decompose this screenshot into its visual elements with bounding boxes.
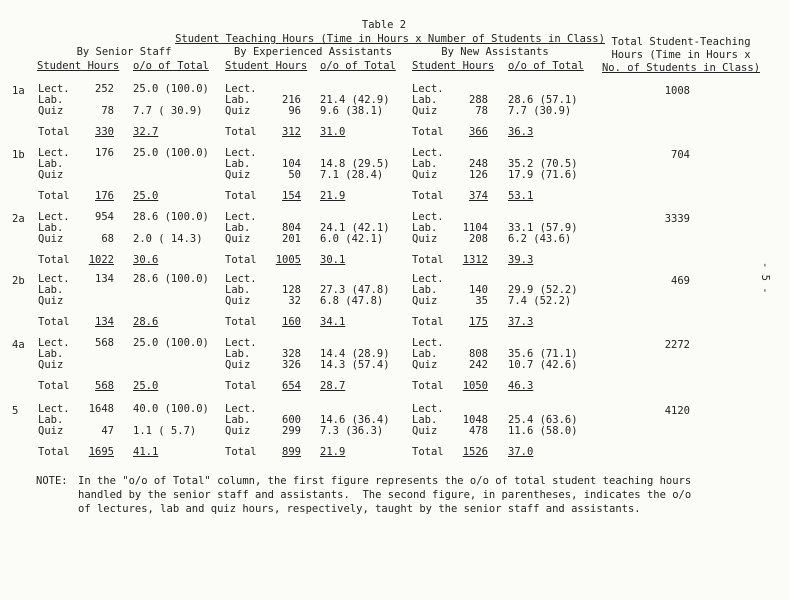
total-label: Total <box>225 190 257 202</box>
cell-pct: 10.7 (42.6) <box>508 359 578 371</box>
cell-total-pct: 36.3 <box>508 126 534 138</box>
cell-pct: 7.7 (30.9) <box>508 105 572 117</box>
cell-total-hours: 312 <box>282 126 301 138</box>
total-label: Total <box>38 126 70 138</box>
row-label: Lab. <box>412 158 438 170</box>
group-heading-new: By New Assistants <box>441 46 549 58</box>
cell-total-hours: 1526 <box>462 446 488 458</box>
row-label: Lab. <box>38 284 64 296</box>
row-label: Quiz <box>225 169 251 181</box>
cell-total-pct: 39.3 <box>508 254 534 266</box>
cell-hours: 134 <box>95 273 114 285</box>
grand-total: 4120 <box>664 405 690 417</box>
row-label: Lect. <box>38 273 70 285</box>
cell-total-pct: 28.7 <box>320 380 346 392</box>
row-label: Lect. <box>38 337 70 349</box>
group-heading-experienced: By Experienced Assistants <box>233 46 393 58</box>
cell-hours: 50 <box>288 169 301 181</box>
cell-pct: 35.6 (71.1) <box>508 348 578 360</box>
total-label: Total <box>38 446 70 458</box>
grand-total: 704 <box>671 149 690 161</box>
grand-total: 2272 <box>664 339 690 351</box>
row-label: Lab. <box>225 94 251 106</box>
cell-hours: 328 <box>282 348 301 360</box>
cell-pct: 40.0 (100.0) <box>133 403 209 415</box>
row-label: Quiz <box>412 425 438 437</box>
cell-pct: 2.0 ( 14.3) <box>133 233 203 245</box>
row-label: Lab. <box>38 158 64 170</box>
cell-pct: 28.6 (100.0) <box>133 211 209 223</box>
cell-hours: 78 <box>475 105 488 117</box>
col-head-senior-hours: Student Hours <box>37 60 120 72</box>
cell-pct: 7.7 ( 30.9) <box>133 105 203 117</box>
section-id: 4a <box>12 339 25 351</box>
total-label: Total <box>412 190 444 202</box>
cell-total-pct: 34.1 <box>320 316 346 328</box>
cell-total-pct: 30.1 <box>320 254 346 266</box>
cell-hours: 954 <box>95 211 114 223</box>
cell-pct: 28.6 (57.1) <box>508 94 578 106</box>
cell-total-hours: 176 <box>95 190 114 202</box>
cell-total-hours: 374 <box>469 190 488 202</box>
cell-hours: 808 <box>469 348 488 360</box>
cell-pct: 33.1 (57.9) <box>508 222 578 234</box>
total-label: Total <box>225 446 257 458</box>
group-heading-senior: By Senior Staff <box>76 46 172 58</box>
cell-hours: 104 <box>282 158 301 170</box>
cell-total-hours: 160 <box>282 316 301 328</box>
row-label: Lect. <box>38 83 70 95</box>
cell-pct: 14.8 (29.5) <box>320 158 390 170</box>
cell-total-hours: 899 <box>282 446 301 458</box>
cell-total-hours: 568 <box>95 380 114 392</box>
total-label: Total <box>225 126 257 138</box>
cell-total-hours: 1312 <box>462 254 488 266</box>
row-label: Lab. <box>38 94 64 106</box>
row-label: Lab. <box>225 284 251 296</box>
cell-total-pct: 37.3 <box>508 316 534 328</box>
cell-total-hours: 175 <box>469 316 488 328</box>
total-heading-line-1: Total Student-Teaching <box>611 36 751 48</box>
cell-hours: 96 <box>288 105 301 117</box>
table-label: Table 2 <box>361 19 407 31</box>
section-id: 1b <box>12 149 25 161</box>
cell-hours: 1104 <box>462 222 488 234</box>
row-label: Quiz <box>412 105 438 117</box>
row-label: Quiz <box>38 169 64 181</box>
section-id: 1a <box>12 85 25 97</box>
page-number: - 5 - <box>759 262 771 294</box>
row-label: Lab. <box>412 94 438 106</box>
grand-total: 3339 <box>664 213 690 225</box>
note-line-2: handled by the senior staff and assistants. The second figure, in parentheses, indicates the o/o <box>78 489 692 501</box>
total-heading-line-2: Hours (Time in Hours x <box>611 49 751 61</box>
total-label: Total <box>38 316 70 328</box>
row-label: Lect. <box>38 147 70 159</box>
row-label: Lect. <box>412 147 444 159</box>
cell-total-pct: 28.6 <box>133 316 159 328</box>
row-label: Quiz <box>225 233 251 245</box>
cell-pct: 24.1 (42.1) <box>320 222 390 234</box>
cell-pct: 1.1 ( 5.7) <box>133 425 197 437</box>
row-label: Quiz <box>38 425 64 437</box>
row-label: Lab. <box>38 222 64 234</box>
cell-pct: 25.4 (63.6) <box>508 414 578 426</box>
row-label: Lect. <box>38 211 70 223</box>
cell-pct: 7.3 (36.3) <box>320 425 384 437</box>
cell-hours: 248 <box>469 158 488 170</box>
cell-hours: 288 <box>469 94 488 106</box>
total-label: Total <box>38 254 70 266</box>
cell-pct: 25.0 (100.0) <box>133 337 209 349</box>
cell-pct: 7.4 (52.2) <box>508 295 572 307</box>
row-label: Lab. <box>225 348 251 360</box>
cell-pct: 14.6 (36.4) <box>320 414 390 426</box>
cell-hours: 201 <box>282 233 301 245</box>
col-head-senior-pct: o/o of Total <box>133 60 209 72</box>
cell-total-hours: 154 <box>282 190 301 202</box>
cell-pct: 29.9 (52.2) <box>508 284 578 296</box>
row-label: Lab. <box>225 222 251 234</box>
section-id: 2a <box>12 213 25 225</box>
cell-total-pct: 41.1 <box>133 446 159 458</box>
cell-hours: 128 <box>282 284 301 296</box>
cell-total-pct: 46.3 <box>508 380 534 392</box>
row-label: Lect. <box>412 211 444 223</box>
row-label: Quiz <box>38 295 64 307</box>
row-label: Lab. <box>38 414 64 426</box>
cell-total-pct: 21.9 <box>320 190 346 202</box>
row-label: Quiz <box>38 105 64 117</box>
cell-total-pct: 30.6 <box>133 254 159 266</box>
cell-total-hours: 1022 <box>88 254 114 266</box>
cell-hours: 35 <box>475 295 488 307</box>
row-label: Lect. <box>225 273 257 285</box>
cell-hours: 208 <box>469 233 488 245</box>
row-label: Lect. <box>412 337 444 349</box>
cell-hours: 242 <box>469 359 488 371</box>
cell-total-hours: 330 <box>95 126 114 138</box>
cell-total-hours: 134 <box>95 316 114 328</box>
col-head-exp-hours: Student Hours <box>225 60 308 72</box>
cell-hours: 1648 <box>88 403 114 415</box>
row-label: Quiz <box>225 295 251 307</box>
row-label: Lab. <box>412 348 438 360</box>
row-label: Lab. <box>412 414 438 426</box>
cell-pct: 6.2 (43.6) <box>508 233 572 245</box>
cell-pct: 17.9 (71.6) <box>508 169 578 181</box>
col-head-new-pct: o/o of Total <box>508 60 584 72</box>
cell-hours: 804 <box>282 222 301 234</box>
total-label: Total <box>225 316 257 328</box>
total-label: Total <box>412 316 444 328</box>
grand-total: 469 <box>671 275 690 287</box>
total-label: Total <box>412 446 444 458</box>
row-label: Quiz <box>38 359 64 371</box>
cell-hours: 478 <box>469 425 488 437</box>
cell-hours: 47 <box>101 425 114 437</box>
cell-pct: 9.6 (38.1) <box>320 105 384 117</box>
row-label: Lect. <box>412 273 444 285</box>
note-line-1: In the "o/o of Total" column, the first figure represents the o/o of total student teaching hours <box>78 475 692 487</box>
cell-total-hours: 654 <box>282 380 301 392</box>
total-label: Total <box>38 190 70 202</box>
row-label: Quiz <box>412 359 438 371</box>
row-label: Lect. <box>38 403 70 415</box>
grand-total: 1008 <box>664 85 690 97</box>
cell-pct: 6.8 (47.8) <box>320 295 384 307</box>
row-label: Lect. <box>225 337 257 349</box>
cell-hours: 252 <box>95 83 114 95</box>
row-label: Lab. <box>225 158 251 170</box>
cell-hours: 216 <box>282 94 301 106</box>
cell-hours: 1048 <box>462 414 488 426</box>
row-label: Quiz <box>412 233 438 245</box>
cell-hours: 299 <box>282 425 301 437</box>
cell-total-hours: 1695 <box>88 446 114 458</box>
cell-total-pct: 53.1 <box>508 190 534 202</box>
cell-total-hours: 1050 <box>462 380 488 392</box>
total-label: Total <box>412 380 444 392</box>
cell-total-pct: 25.0 <box>133 190 159 202</box>
total-label: Total <box>412 126 444 138</box>
total-label: Total <box>412 254 444 266</box>
cell-hours: 78 <box>101 105 114 117</box>
row-label: Quiz <box>225 359 251 371</box>
cell-pct: 35.2 (70.5) <box>508 158 578 170</box>
cell-pct: 14.4 (28.9) <box>320 348 390 360</box>
main-heading: Student Teaching Hours (Time in Hours x Number of Students in Class) <box>175 33 605 45</box>
cell-total-pct: 31.0 <box>320 126 346 138</box>
section-id: 5 <box>12 405 19 417</box>
note-label: NOTE: <box>36 475 68 487</box>
cell-pct: 21.4 (42.9) <box>320 94 390 106</box>
cell-total-hours: 1005 <box>275 254 301 266</box>
cell-pct: 25.0 (100.0) <box>133 83 209 95</box>
cell-hours: 32 <box>288 295 301 307</box>
cell-hours: 600 <box>282 414 301 426</box>
section-id: 2b <box>12 275 25 287</box>
cell-pct: 6.0 (42.1) <box>320 233 384 245</box>
row-label: Lab. <box>412 284 438 296</box>
cell-total-pct: 32.7 <box>133 126 159 138</box>
total-label: Total <box>38 380 70 392</box>
row-label: Lect. <box>225 147 257 159</box>
cell-pct: 11.6 (58.0) <box>508 425 578 437</box>
row-label: Quiz <box>412 295 438 307</box>
cell-pct: 25.0 (100.0) <box>133 147 209 159</box>
row-label: Lab. <box>38 348 64 360</box>
cell-total-hours: 366 <box>469 126 488 138</box>
cell-pct: 7.1 (28.4) <box>320 169 384 181</box>
cell-hours: 176 <box>95 147 114 159</box>
cell-pct: 27.3 (47.8) <box>320 284 390 296</box>
cell-pct: 28.6 (100.0) <box>133 273 209 285</box>
cell-total-pct: 21.9 <box>320 446 346 458</box>
row-label: Lect. <box>412 83 444 95</box>
row-label: Lect. <box>225 403 257 415</box>
total-label: Total <box>225 380 257 392</box>
row-label: Lab. <box>412 222 438 234</box>
row-label: Quiz <box>412 169 438 181</box>
total-heading-line-3: No. of Students in Class) <box>601 62 761 74</box>
row-label: Lab. <box>225 414 251 426</box>
cell-hours: 326 <box>282 359 301 371</box>
cell-hours: 140 <box>469 284 488 296</box>
note-line-3: of lectures, lab and quiz hours, respectively, taught by the senior staff and assistants. <box>78 503 641 515</box>
col-head-new-hours: Student Hours <box>412 60 495 72</box>
cell-hours: 68 <box>101 233 114 245</box>
row-label: Lect. <box>412 403 444 415</box>
cell-hours: 126 <box>469 169 488 181</box>
col-head-exp-pct: o/o of Total <box>320 60 396 72</box>
cell-hours: 568 <box>95 337 114 349</box>
cell-total-pct: 37.0 <box>508 446 534 458</box>
cell-total-pct: 25.0 <box>133 380 159 392</box>
row-label: Lect. <box>225 83 257 95</box>
cell-pct: 14.3 (57.4) <box>320 359 390 371</box>
row-label: Quiz <box>225 105 251 117</box>
total-label: Total <box>225 254 257 266</box>
row-label: Quiz <box>38 233 64 245</box>
row-label: Lect. <box>225 211 257 223</box>
row-label: Quiz <box>225 425 251 437</box>
